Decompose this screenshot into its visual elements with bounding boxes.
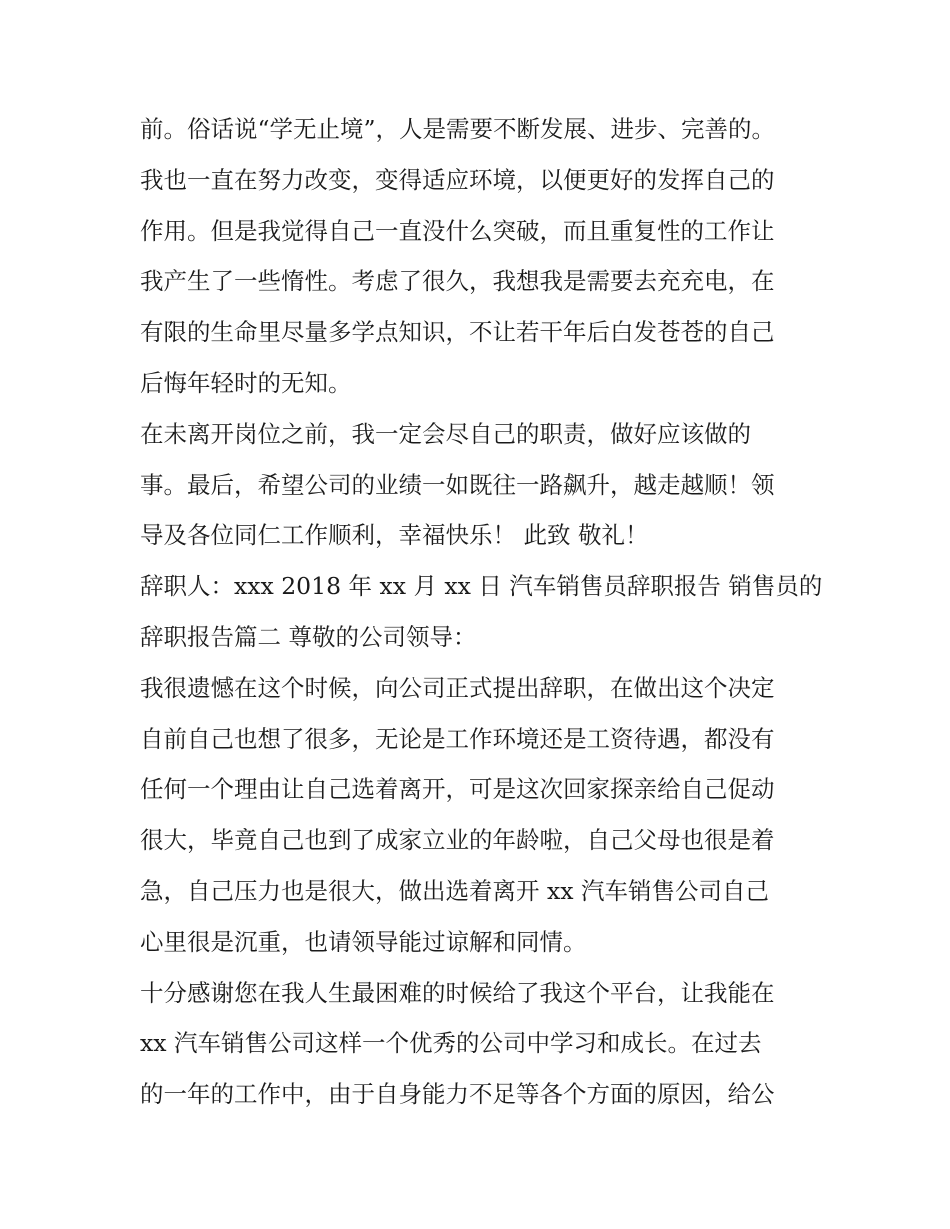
text-line: 事。最后，希望公司的业绩一如既往一路飙升，越走越顺！领 [140,470,775,499]
text-line: 前。俗话说“学无止境”，人是需要不断发展、进步、完善的。 [140,115,776,143]
text-line: 任何一个理由让自己选着离开，可是这次回家探亲给自己促动 [140,775,775,804]
body-text [140,104,823,1120]
text-line: 急，自己压力也是很大，做出选着离开 xx 汽车销售公司自己 [140,876,769,905]
text-line: 很大，毕竟自己也到了成家立业的年龄啦，自己父母也很是着 [140,826,775,855]
text-line: 导及各位同仁工作顺利，幸福快乐！ 此致 敬礼！ [140,521,649,550]
text-line: 心里很是沉重，也请领导能过谅解和同情。 [140,927,587,956]
text-line: 后悔年轻时的无知。 [140,368,352,397]
text-line: 我产生了一些惰性。考虑了很久，我想我是需要去充充电，在 [140,267,775,296]
text-line: 辞职人：xxx 2018 年 xx 月 xx 日 汽车销售员辞职报告 销售员的 [140,572,823,601]
text-line: 有限的生命里尽量多学点知识，不让若干年后白发苍苍的自己 [140,318,775,347]
text-line: 的一年的工作中，由于自身能力不足等各个方面的原因，给公 [140,1080,775,1109]
text-line: 作用。但是我觉得自己一直没什么突破，而且重复性的工作让 [140,216,775,245]
text-line: xx 汽车销售公司这样一个优秀的公司中学习和成长。在过去 [140,1029,762,1058]
text-line: 十分感谢您在我人生最困难的时候给了我这个平台，让我能在 [140,978,775,1007]
text-line: 我很遗憾在这个时候，向公司正式提出辞职，在做出这个决定 [140,673,775,702]
text-line: 辞职报告篇二 尊敬的公司领导： [140,622,477,651]
text-line: 我也一直在努力改变，变得适应环境，以便更好的发挥自己的 [140,165,775,194]
text-line: 在未离开岗位之前，我一定会尽自己的职责，做好应该做的 [140,419,751,448]
text-line: 自前自己也想了很多，无论是工作环境还是工资待遇，都没有 [140,724,775,753]
